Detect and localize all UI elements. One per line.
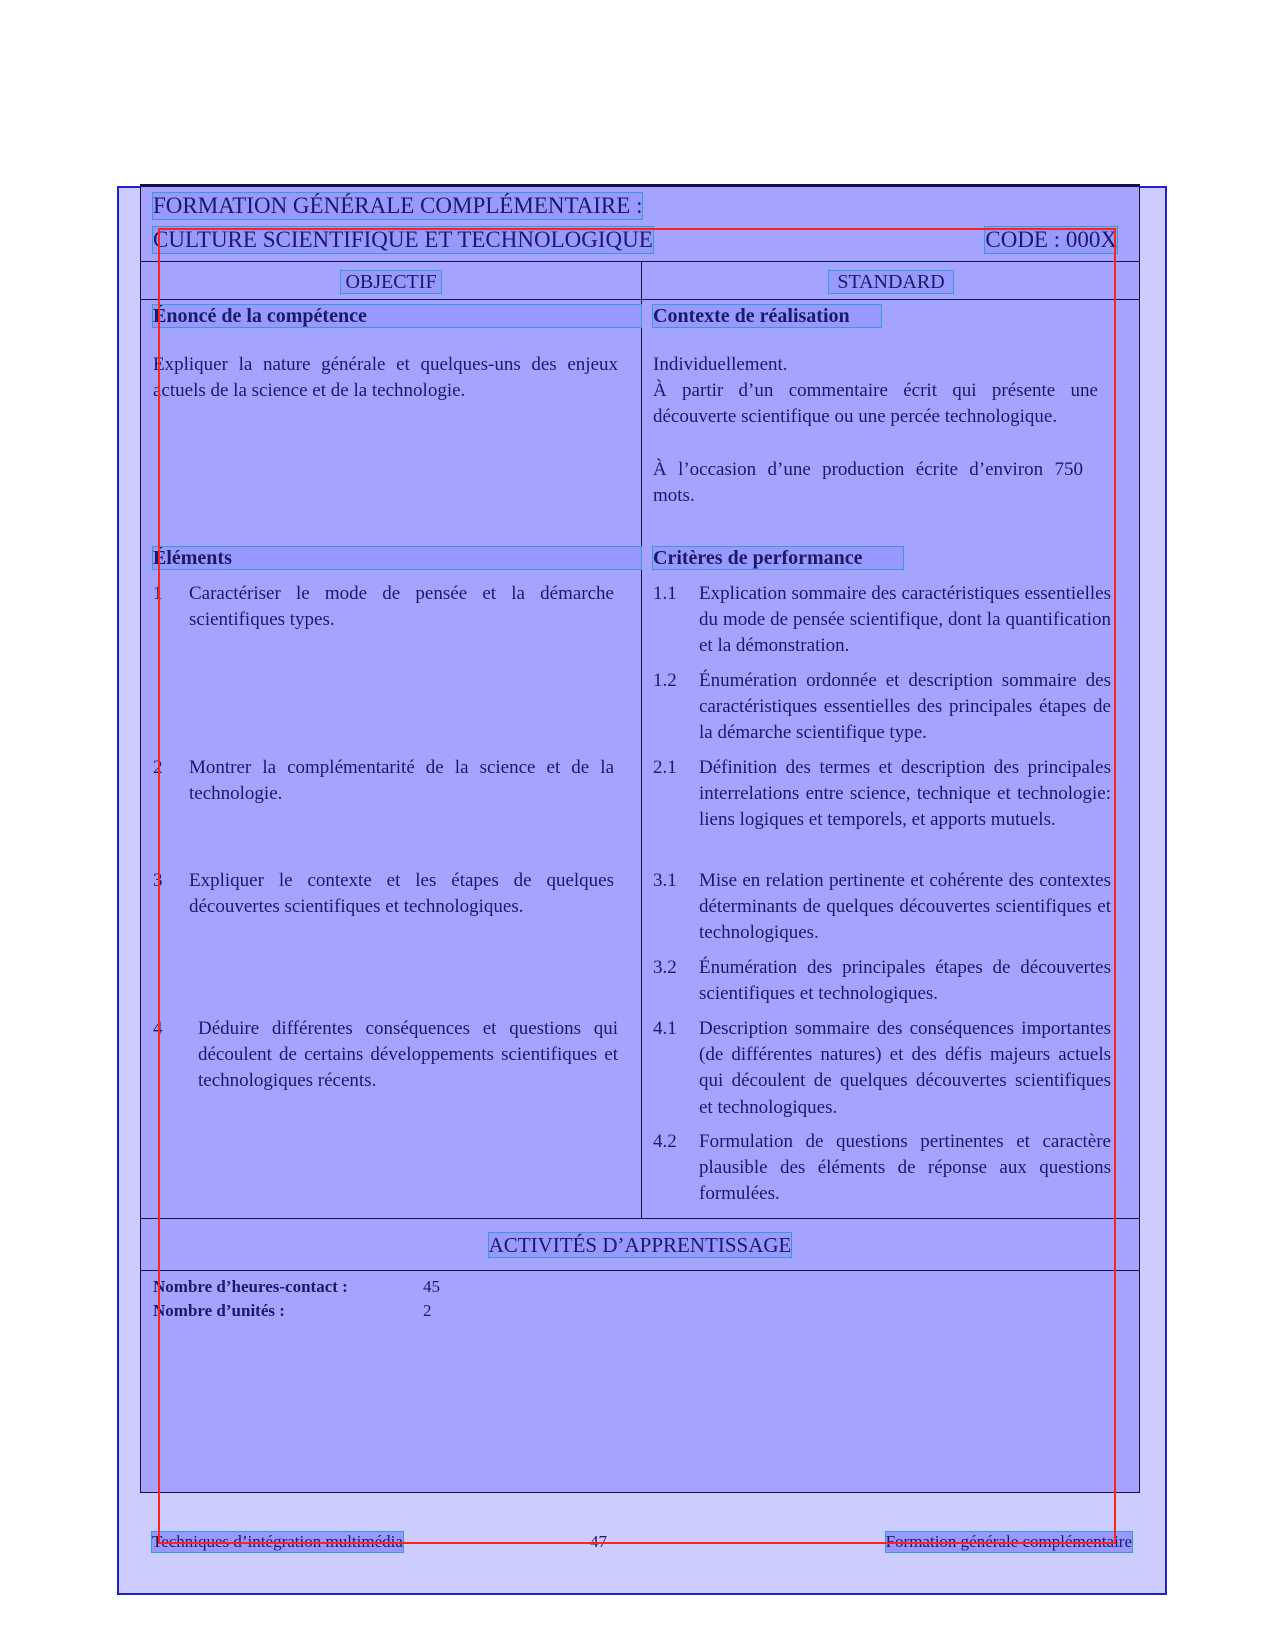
element-number: 2 bbox=[153, 757, 163, 778]
footer-program: Techniques d’intégration multimédia bbox=[152, 1532, 403, 1551]
column-divider bbox=[641, 261, 642, 1218]
divider bbox=[141, 299, 1139, 300]
criterion-text: Mise en relation pertinente et cohérente des contextes déterminants de quelques découvertes scientifiques et technologiques. bbox=[699, 870, 1111, 944]
units-value: 2 bbox=[423, 1301, 432, 1320]
element-text: Caractériser le mode de pensée et la démarche scientifiques types. bbox=[189, 583, 614, 631]
element-text: Montrer la complémentarité de la science et de la technologie. bbox=[189, 757, 614, 805]
element-number: 4 bbox=[153, 1018, 163, 1039]
divider bbox=[141, 261, 1139, 262]
criterion-text: Définition des termes et description des principales interrelations entre science, technique et technologie: liens logiques et temporels, et apports mutuels. bbox=[699, 757, 1111, 831]
criterion-number: 3.1 bbox=[653, 870, 677, 891]
criterion-number: 4.2 bbox=[653, 1131, 677, 1152]
element-text: Déduire différentes conséquences et questions qui découlent de certains développements scientifiques et technologiques récents. bbox=[198, 1018, 618, 1092]
page-number: 47 bbox=[590, 1532, 607, 1551]
elements-title: Éléments bbox=[153, 547, 641, 569]
criterion-text: Formulation de questions pertinentes et caractère plausible des éléments de réponse aux questions formulées. bbox=[699, 1131, 1111, 1205]
competence-title: Énoncé de la compétence bbox=[153, 305, 641, 327]
footer-section: Formation générale complémentaire bbox=[885, 1532, 1132, 1551]
activities-title bbox=[141, 1233, 1139, 1258]
divider bbox=[141, 1270, 1139, 1271]
criterion-text: Énumération ordonnée et description sommaire des caractéristiques essentielles des principales étapes de la démarche scientifique type. bbox=[699, 670, 1111, 744]
divider bbox=[141, 1218, 1139, 1219]
units-label: Nombre d’unités : bbox=[153, 1301, 285, 1320]
header-title-line2: CULTURE SCIENTIFIQUE ET TECHNOLOGIQUE bbox=[153, 227, 653, 252]
column-header-objectif: OBJECTIF bbox=[341, 271, 441, 293]
context-title: Contexte de réalisation bbox=[653, 305, 881, 327]
contact-hours-label: Nombre d’heures-contact : bbox=[153, 1277, 348, 1296]
competence-text: Expliquer la nature générale et quelques-uns des enjeux actuels de la science et de la technologie. bbox=[153, 354, 618, 402]
activities-title-text: ACTIVITÉS D’APPRENTISSAGE bbox=[488, 1233, 792, 1257]
header-title-line1: FORMATION GÉNÉRALE COMPLÉMENTAIRE : bbox=[153, 193, 643, 218]
criterion-text: Explication sommaire des caractéristiques essentielles du mode de pensée scientifique, dont la quantification et la démonstration. bbox=[699, 583, 1111, 657]
criterion-number: 2.1 bbox=[653, 757, 677, 778]
units-row bbox=[153, 1301, 432, 1321]
course-code: CODE : 000X bbox=[985, 227, 1117, 252]
element-number: 3 bbox=[153, 870, 163, 891]
criterion-number: 4.1 bbox=[653, 1018, 677, 1039]
context-line-1: Individuellement. bbox=[653, 354, 788, 375]
contact-hours-value: 45 bbox=[423, 1277, 440, 1296]
element-number: 1 bbox=[153, 583, 163, 604]
column-header-standard: STANDARD bbox=[829, 271, 953, 293]
criterion-number: 1.2 bbox=[653, 670, 677, 691]
criteria-title: Critères de performance bbox=[653, 547, 903, 569]
contact-hours-row bbox=[153, 1277, 440, 1297]
element-text: Expliquer le contexte et les étapes de quelques découvertes scientifiques et technologiques. bbox=[189, 870, 614, 918]
course-sheet bbox=[140, 184, 1140, 1493]
context-line-3: À l’occasion d’une production écrite d’environ 750 mots. bbox=[653, 459, 1083, 507]
criterion-text: Description sommaire des conséquences importantes (de différentes natures) et des défis majeurs actuels qui découlent de quelques découvertes scientifiques et technologiques. bbox=[699, 1018, 1111, 1118]
criterion-text: Énumération des principales étapes de découvertes scientifiques et technologiques. bbox=[699, 957, 1111, 1005]
criterion-number: 3.2 bbox=[653, 957, 677, 978]
criterion-number: 1.1 bbox=[653, 583, 677, 604]
context-line-2: À partir d’un commentaire écrit qui présente une découverte scientifique ou une percée technologique. bbox=[653, 380, 1098, 428]
